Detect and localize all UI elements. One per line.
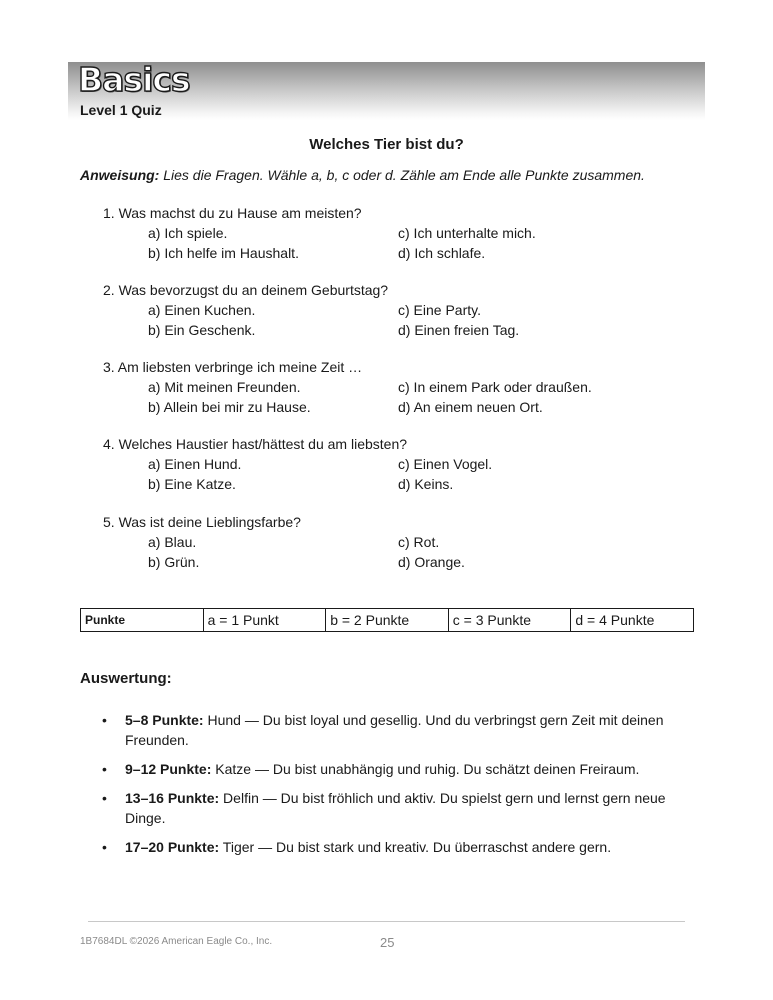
result-text: Tiger — Du bist stark und kreativ. Du überraschst andere gern. [219, 839, 612, 855]
instruction-text: Lies die Fragen. Wähle a, b, c oder d. Zähle am Ende alle Punkte zusammen. [159, 167, 645, 183]
points-range: 5–8 Punkte: [125, 712, 204, 728]
result-text: Hund — Du bist loyal und gesellig. Und du verbringst gern Zeit mit deinen Freunden. [125, 712, 664, 748]
option-b: b) Eine Katze. [148, 476, 236, 492]
question-2 [103, 280, 520, 340]
points-cell-a: a = 1 Punkt [203, 609, 326, 632]
option-c: c) Eine Party. [398, 302, 481, 318]
option-a: a) Blau. [148, 534, 197, 550]
bullet-icon: • [102, 712, 107, 728]
result-text: Katze — Du bist unabhängig und ruhig. Du schätzt deinen Freiraum. [211, 761, 640, 777]
list-item [80, 837, 680, 857]
bullet-icon: • [102, 839, 107, 855]
brand-logo: Basics [78, 60, 190, 99]
level-label: Level 1 Quiz [80, 102, 162, 118]
bullet-icon: • [102, 790, 107, 806]
points-row [81, 609, 694, 632]
option-c: c) In einem Park oder draußen. [398, 379, 592, 395]
list-item [80, 710, 680, 750]
points-header: Punkte [81, 609, 204, 632]
question-text: 4. Welches Haustier hast/hättest du am liebsten? [103, 436, 408, 452]
evaluation-list [80, 710, 680, 866]
question-4 [103, 434, 493, 494]
question-text: 1. Was machst du zu Hause am meisten? [103, 205, 362, 221]
points-range: 9–12 Punkte: [125, 761, 212, 777]
option-d: d) Ich schlafe. [398, 245, 486, 261]
points-range: 13–16 Punkte: [125, 790, 220, 806]
points-cell-b: b = 2 Punkte [326, 609, 449, 632]
option-a: a) Ich spiele. [148, 225, 228, 241]
evaluation-title: Auswertung: [80, 670, 172, 687]
option-b: b) Grün. [148, 554, 200, 570]
result-text: Delfin — Du bist fröhlich und aktiv. Du spielst gern und lernst gern neue Dinge. [125, 790, 666, 826]
footer-copyright: 1B7684DL ©2026 American Eagle Co., Inc. [80, 936, 273, 947]
option-a: a) Mit meinen Freunden. [148, 379, 301, 395]
bullet-icon: • [102, 761, 107, 777]
question-text: 2. Was bevorzugst du an deinem Geburtstag? [103, 282, 389, 298]
option-b: b) Ich helfe im Haushalt. [148, 245, 299, 261]
option-c: c) Einen Vogel. [398, 456, 493, 472]
page-number: 25 [380, 935, 395, 950]
list-item [80, 788, 680, 828]
option-a: a) Einen Hund. [148, 456, 242, 472]
points-cell-c: c = 3 Punkte [448, 609, 571, 632]
list-item [80, 759, 680, 779]
option-b: b) Allein bei mir zu Hause. [148, 399, 311, 415]
points-table [80, 608, 694, 632]
instruction [80, 167, 720, 183]
option-c: c) Rot. [398, 534, 440, 550]
option-d: d) Orange. [398, 554, 465, 570]
question-3 [103, 357, 592, 417]
points-range: 17–20 Punkte: [125, 839, 220, 855]
option-d: d) Keins. [398, 476, 454, 492]
option-d: d) Einen freien Tag. [398, 322, 520, 338]
instruction-label: Anweisung: [80, 167, 160, 183]
question-text: 3. Am liebsten verbringe ich meine Zeit … [103, 359, 363, 375]
page-title: Welches Tier bist du? [309, 136, 464, 153]
question-5 [103, 512, 465, 572]
option-a: a) Einen Kuchen. [148, 302, 256, 318]
points-cell-d: d = 4 Punkte [571, 609, 694, 632]
option-c: c) Ich unterhalte mich. [398, 225, 536, 241]
question-text: 5. Was ist deine Lieblingsfarbe? [103, 514, 301, 530]
option-d: d) An einem neuen Ort. [398, 399, 543, 415]
option-b: b) Ein Geschenk. [148, 322, 256, 338]
footer-divider [88, 921, 685, 922]
question-1 [103, 203, 536, 263]
